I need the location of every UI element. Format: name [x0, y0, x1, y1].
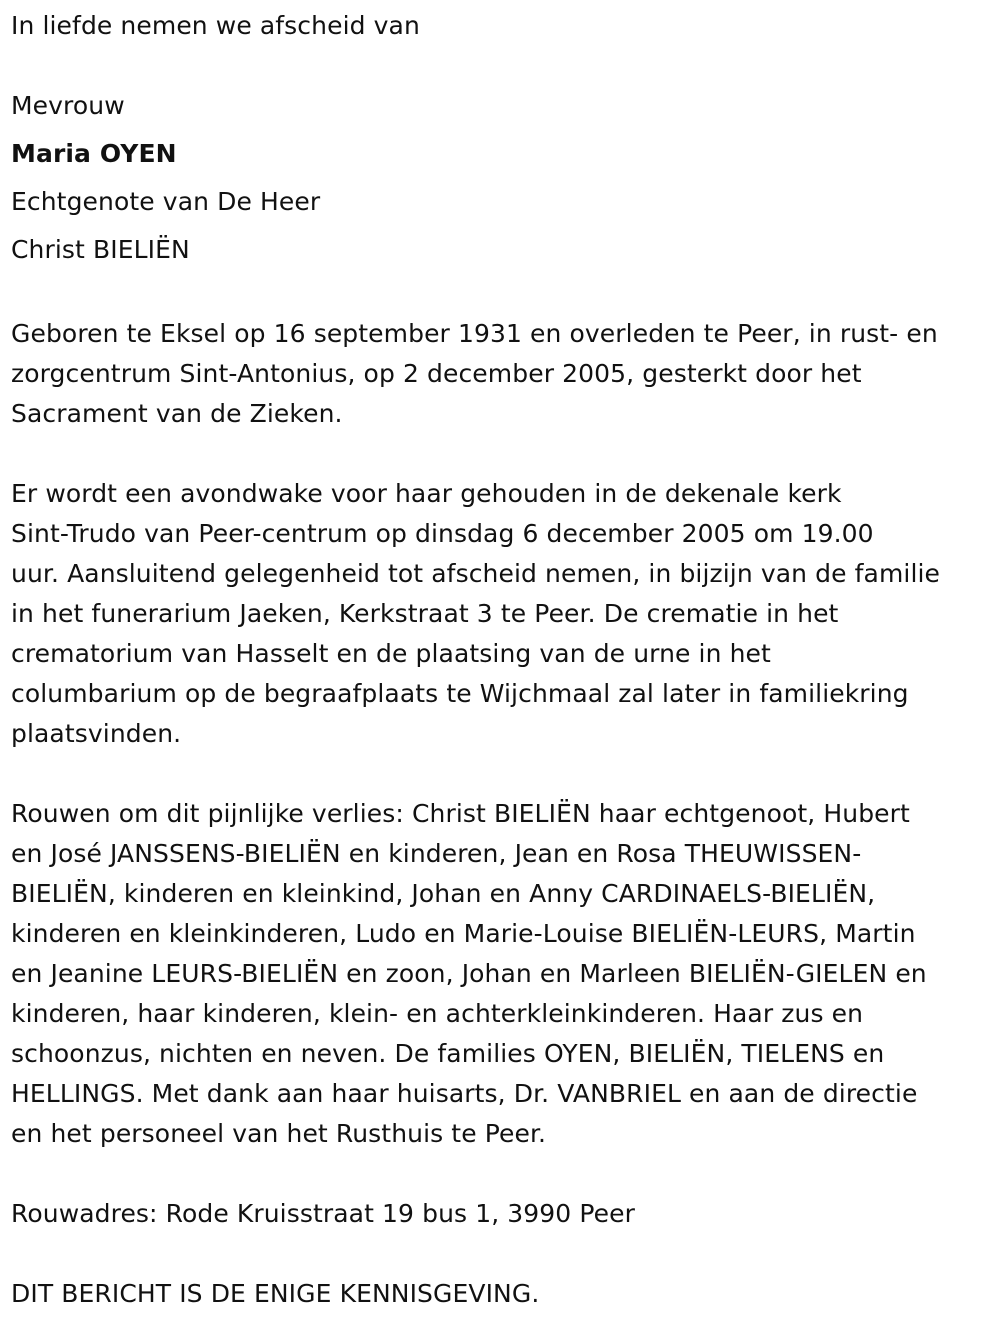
- mourning-address: Rouwadres: Rode Kruisstraat 19 bus 1, 3990 Peer: [11, 1199, 635, 1228]
- paragraph-line: in het funerarium Jaeken, Kerkstraat 3 te Peer. De crematie in het: [11, 599, 839, 628]
- paragraph-line: Rouwen om dit pijnlijke verlies: Christ BIELIËN haar echtgenoot, Hubert: [11, 799, 910, 828]
- death-notice: [11, 6, 993, 1314]
- mourners-paragraph: [11, 794, 993, 1154]
- paragraph-line: Geboren te Eksel op 16 september 1931 en overleden te Peer, in rust- en: [11, 319, 938, 348]
- paragraph-line: kinderen, haar kinderen, klein- en achterkleinkinderen. Haar zus en: [11, 999, 864, 1028]
- paragraph-line: plaatsvinden.: [11, 719, 182, 748]
- closing-statement: DIT BERICHT IS DE ENIGE KENNISGEVING.: [11, 1279, 540, 1308]
- paragraph-line: HELLINGS. Met dank aan haar huisarts, Dr. VANBRIEL en aan de directie: [11, 1079, 918, 1108]
- paragraph-line: columbarium op de begraafplaats te Wijchmaal zal later in familiekring: [11, 679, 909, 708]
- paragraph-line: schoonzus, nichten en neven. De families OYEN, BIELIËN, TIELENS en: [11, 1039, 885, 1068]
- relation-line: Echtgenote van De Heer: [11, 187, 321, 216]
- birth-death-paragraph: [11, 314, 993, 434]
- paragraph-line: en Jeanine LEURS-BIELIËN en zoon, Johan en Marleen BIELIËN-GIELEN en: [11, 959, 927, 988]
- person-header: [11, 82, 993, 274]
- ceremony-paragraph: [11, 474, 993, 754]
- title-prefix: Mevrouw: [11, 91, 125, 120]
- spouse-name: Christ BIELIËN: [11, 235, 190, 264]
- paragraph-line: en José JANSSENS-BIELIËN en kinderen, Jean en Rosa THEUWISSEN-: [11, 839, 862, 868]
- paragraph-line: Er wordt een avondwake voor haar gehouden in de dekenale kerk: [11, 479, 842, 508]
- intro-line: In liefde nemen we afscheid van: [11, 11, 420, 40]
- paragraph-line: zorgcentrum Sint-Antonius, op 2 december 2005, gesterkt door het: [11, 359, 862, 388]
- paragraph-line: crematorium van Hasselt en de plaatsing van de urne in het: [11, 639, 771, 668]
- paragraph-line: BIELIËN, kinderen en kleinkind, Johan en Anny CARDINAELS-BIELIËN,: [11, 879, 876, 908]
- paragraph-line: kinderen en kleinkinderen, Ludo en Marie-Louise BIELIËN-LEURS, Martin: [11, 919, 916, 948]
- deceased-name: Maria OYEN: [11, 139, 177, 168]
- paragraph-line: Sint-Trudo van Peer-centrum op dinsdag 6 december 2005 om 19.00: [11, 519, 874, 548]
- paragraph-line: Sacrament van de Zieken.: [11, 399, 343, 428]
- paragraph-line: en het personeel van het Rusthuis te Peer.: [11, 1119, 547, 1148]
- paragraph-line: uur. Aansluitend gelegenheid tot afscheid nemen, in bijzijn van de familie: [11, 559, 941, 588]
